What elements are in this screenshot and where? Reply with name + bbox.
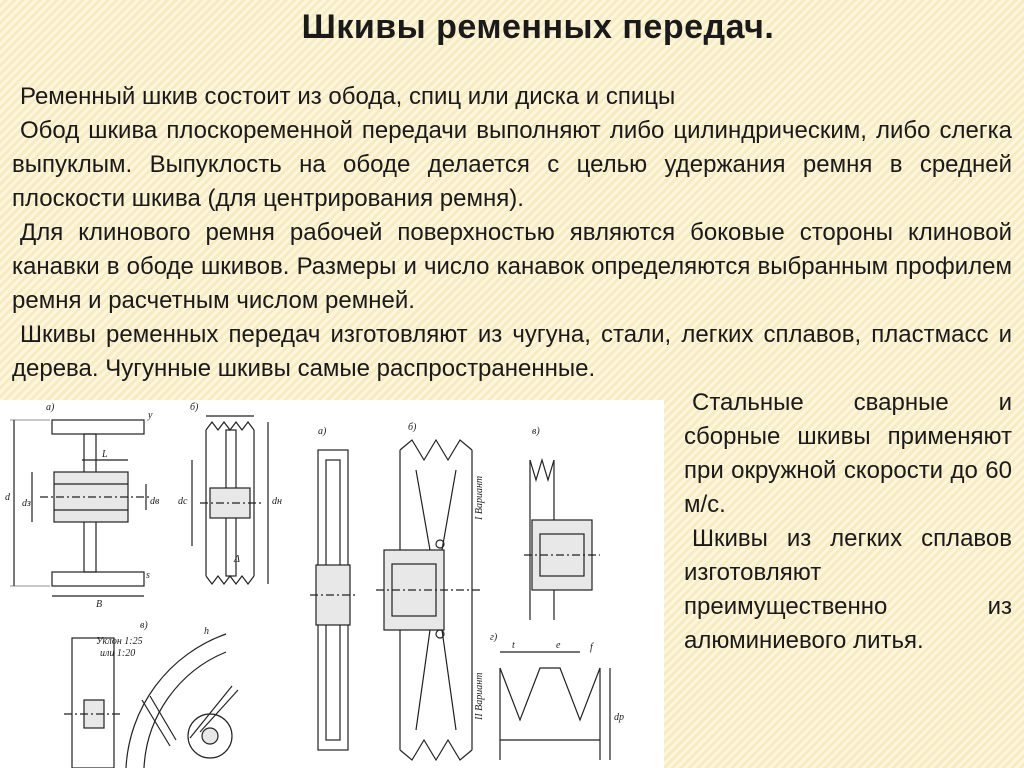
label-h: h: [204, 626, 209, 637]
label-v1: в): [140, 620, 148, 631]
pulley-drawings-figure: [0, 400, 664, 768]
side-text: [684, 386, 1012, 658]
paragraph-steel-pulleys: Стальные сварные и сборные шкивы применяют при окружной скорости до 60 м/с.: [684, 389, 1012, 518]
label-e: e: [556, 640, 561, 651]
label-s: s: [146, 570, 150, 581]
label-t: t: [512, 640, 515, 651]
paragraph-materials: Шкивы ременных передач изготовляют из чугуна, стали, легких сплавов, пластмасс и дерева. Чугунные шкивы самые распространенные.: [12, 321, 1012, 382]
label-slope2: или 1:20: [100, 648, 136, 659]
label-g2: г): [490, 632, 498, 643]
drawing-spoked-pulley: [64, 620, 238, 768]
drawing-multigroove-pulley: [178, 402, 282, 584]
label-b1: б): [190, 402, 199, 413]
paragraph-alloy-pulleys: Шкивы из легких сплавов изготовляют преимущественно из алюминиевого литья.: [684, 525, 1012, 654]
label-B: B: [96, 599, 103, 610]
label-b2: б): [408, 422, 417, 433]
body-text: [12, 80, 1012, 386]
label-v2: в): [532, 426, 540, 437]
label-L: L: [102, 449, 108, 460]
slide-title: Шкивы ременных передач.: [301, 8, 775, 46]
label-a2: а): [318, 426, 327, 437]
label-dp: dр: [614, 712, 624, 723]
label-d: d: [5, 492, 10, 503]
label-dc: dс: [178, 496, 188, 507]
drawing-assembled-pulley: [376, 422, 485, 760]
paragraph-flat-belt-rim: Обод шкива плоскоременной передачи выполняют либо цилиндрическим, либо слегка выпуклым. Выпуклость на ободе делается с целью удержания ремня в средней плоскости шкива (для центрирования ремня).: [12, 117, 1012, 212]
drawing-flat-pulley: [5, 402, 160, 610]
paragraph-v-belt-groove: Для клинового ремня рабочей поверхностью являются боковые стороны клиновой канавки в ободе шкивов. Размеры и число канавок определяются выбранным профилем ремня и расчетным числом ремней.: [12, 219, 1012, 314]
drawing-welded-rim: [310, 426, 356, 750]
label-delta: Δ: [234, 554, 240, 565]
label-slope1: Уклон 1:25: [96, 636, 143, 647]
pulley-drawings: [0, 400, 664, 768]
label-a1: а): [46, 402, 55, 413]
label-variant1: I Вариант: [474, 475, 485, 520]
label-variant2: II Вариант: [474, 672, 485, 720]
drawing-groove-profile: [490, 632, 624, 760]
drawing-v-pulley: [524, 426, 600, 620]
label-dn: dн: [272, 496, 282, 507]
label-f: f: [590, 642, 593, 653]
label-y: y: [148, 410, 153, 421]
paragraph-intro: Ременный шкив состоит из обода, спиц или диска и спицы: [20, 83, 676, 110]
label-dv: dв: [150, 496, 160, 507]
label-dz: dз: [22, 498, 31, 509]
